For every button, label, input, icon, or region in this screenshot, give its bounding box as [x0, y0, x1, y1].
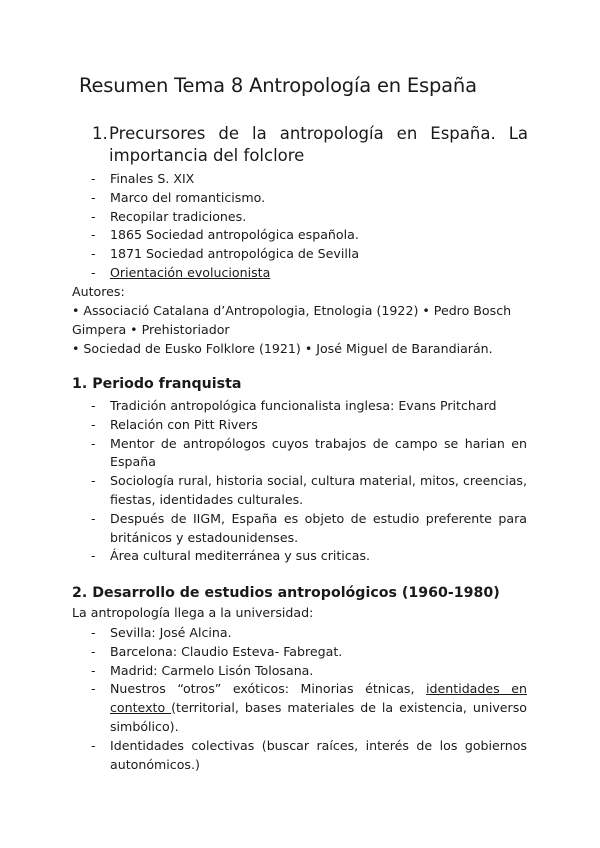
dash-bullet: - [91, 416, 96, 432]
section3-heading: 2. Desarrollo de estudios antropológicos (1960-1980) [72, 585, 500, 601]
dash-bullet: - [91, 643, 96, 659]
dash-bullet: - [91, 473, 96, 489]
page-title: Resumen Tema 8 Antropología en España [79, 74, 477, 97]
dash-bullet: - [91, 398, 96, 413]
list-item: - Marco del romanticismo. [91, 189, 531, 208]
autores-line-1: • Associació Catalana d’Antropologia, Etnologia (1922) • Pedro Bosch Gimpera • Prehistoriador [72, 303, 512, 337]
dash-bullet: - [91, 625, 96, 640]
autores-label: Autores: [72, 284, 125, 299]
dash-bullet: - [91, 227, 96, 243]
dash-bullet: - [91, 662, 96, 678]
section1-list [91, 170, 531, 283]
section2-list [91, 397, 527, 566]
dash-bullet: - [91, 189, 96, 205]
list-item: - Finales S. XIX [91, 170, 531, 189]
section3-list [91, 624, 527, 774]
dash-bullet: - [91, 435, 96, 451]
underlined-term: Orientación evolucionista [110, 264, 271, 280]
section1-heading-text: Precursores de la antropología en España. La importancia del folclore [109, 124, 528, 165]
dash-bullet: - [91, 264, 96, 280]
section2-heading: 1. Periodo franquista [72, 376, 242, 392]
list-item: - 1871 Sociedad antropológica de Sevilla [91, 245, 531, 264]
list-item: - Identidades colectivas (buscar raíces, interés de los gobiernos autonómicos.) [91, 737, 527, 772]
section1-number: 1. [92, 124, 108, 143]
underlined-term: identidades en contexto [110, 681, 527, 716]
dash-bullet: - [91, 171, 96, 186]
dash-bullet: - [91, 737, 96, 753]
list-item: - 1865 Sociedad antropológica española. [91, 226, 531, 245]
list-item: - Sociología rural, historia social, cultura material, mitos, creencias, fiestas, identidades culturales. [91, 473, 527, 507]
section3-intro: La antropología llega a la universidad: [72, 605, 314, 620]
list-item: - Sevilla: José Alcina. [91, 624, 527, 643]
section1-heading [92, 123, 528, 167]
list-item: - Área cultural mediterránea y sus criticas. [91, 547, 527, 566]
dash-bullet: - [91, 208, 96, 224]
list-item: - Barcelona: Claudio Esteva- Fabregat. [91, 643, 527, 662]
list-item: - Nuestros “otros” exóticos: Minorias étnicas, identidades en contexto (territorial, bases materiales de la existencia, universo simbólico). [91, 681, 527, 734]
list-item: - Madrid: Carmelo Lisón Tolosana. [91, 662, 527, 681]
dash-bullet: - [91, 681, 96, 697]
dash-bullet: - [91, 548, 96, 564]
list-item: - Relación con Pitt Rivers [91, 416, 527, 435]
list-item: - Tradición antropológica funcionalista inglesa: Evans Pritchard [91, 397, 527, 416]
list-item [91, 264, 531, 283]
autores-line-2: • Sociedad de Eusko Folklore (1921) • José Miguel de Barandiarán. [72, 341, 493, 356]
dash-bullet: - [91, 510, 96, 526]
dash-bullet: - [91, 246, 96, 262]
list-item: - Después de IIGM, España es objeto de estudio preferente para británicos y estadounidenses. [91, 510, 527, 545]
list-item: - Mentor de antropólogos cuyos trabajos de campo se harian en España [91, 435, 527, 470]
list-item: - Recopilar tradiciones. [91, 208, 531, 227]
